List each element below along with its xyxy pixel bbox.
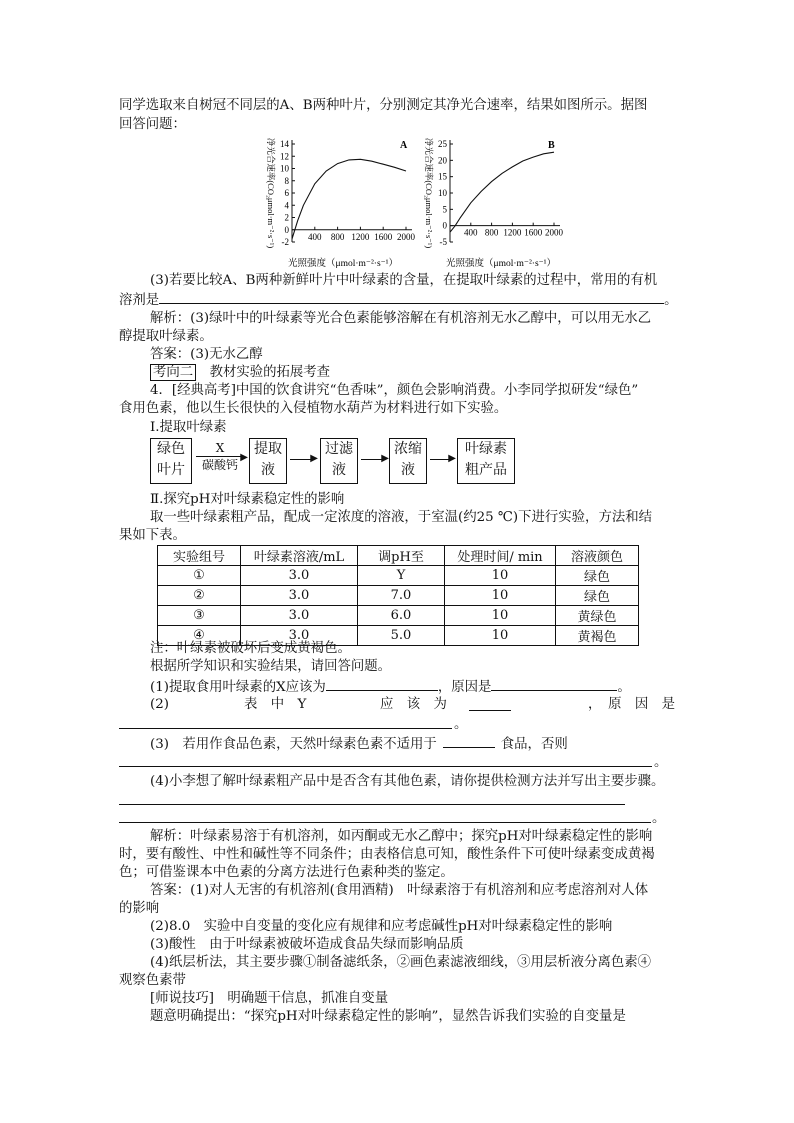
x-tick-label: 1600 (524, 227, 543, 238)
jx2-line-3: 色；可借鉴课本中色素的分离方法进行色素种类的鉴定。 (119, 865, 454, 880)
table-cell: 10 (445, 606, 556, 626)
sub-q4-blank-1[interactable] (119, 791, 625, 805)
table-header: 调pH至 (358, 546, 445, 566)
part-2-text-1: 取一些叶绿素粗产品，配成一定浓度的溶液，于室温(约25 ℃)下进行实验，方法和结 (150, 510, 653, 525)
table-cell: ③ (158, 606, 241, 626)
jx1-line-2: 醇提取叶绿素。 (119, 329, 213, 344)
flow-box-3-line-1: 过滤 (325, 441, 353, 457)
table-cell: 6.0 (358, 606, 445, 626)
y-tick-label: 5 (442, 204, 447, 215)
table-cell: 7.0 (358, 586, 445, 606)
q3-line-2 (119, 290, 678, 310)
chart-a (254, 134, 424, 269)
y-tick-label: 2 (284, 212, 289, 223)
sub-question-3 (150, 734, 568, 754)
table-header: 叶绿素溶液/mL (241, 546, 358, 566)
table-cell: 黄绿色 (556, 606, 639, 626)
table-cell: 3.0 (241, 566, 358, 586)
q3-label: 溶剂是 (119, 293, 160, 308)
answer-1: 答案：(3)无水乙醇 (150, 347, 263, 362)
table-cell: 10 (445, 566, 556, 586)
flow-arrow-2: ▶ (290, 459, 314, 460)
jx1-line-1: 解析：(3)绿叶中的叶绿素等光合色素能够溶解在有机溶剂无水乙醇中，可以用无水乙 (150, 311, 652, 326)
jx2-line-2: 时，要有酸性、中性和碱性等不同条件；由表格信息可知，酸性条件下可使叶绿素变成黄褐 (119, 847, 655, 862)
y-tick-label: 14 (280, 139, 289, 149)
table-cell: 绿色 (556, 566, 639, 586)
y-tick-label: 8 (284, 175, 289, 186)
table-note: 注：叶绿素被破坏后变成黄褐色。 (150, 641, 351, 656)
flow-arrow-4: ▶ (430, 459, 452, 460)
flow-box-3-line-2: 液 (332, 462, 346, 478)
q3-line-1: (3)若要比较A、B两种新鲜叶片中叶绿素的含量，在提取叶绿素的过程中，常用的有机 (150, 273, 658, 288)
section-tag: 考向二 (150, 364, 196, 381)
sub-q3-end: 。 (654, 755, 668, 770)
sub-q4-blank-2[interactable] (119, 809, 651, 823)
chart-title: A (400, 140, 408, 151)
flow-arrow-1 (196, 440, 248, 473)
flow-box-1-line-1: 绿色 (157, 441, 185, 457)
y-tick-label: 12 (280, 151, 289, 162)
y-tick-label: 10 (438, 188, 447, 198)
sub-q1-text: (1)提取食用叶绿素的X应该为 (150, 680, 326, 695)
flow-box-5-line-2: 粗产品 (465, 462, 507, 478)
part-2-text-2: 果如下表。 (119, 528, 186, 543)
ans2-line-2: 的影响 (119, 901, 160, 916)
table-cell: 5.0 (358, 626, 445, 646)
section-title: 教材实验的拓展考查 (209, 365, 331, 380)
q4-line-1: 4．[经典高考]中国的饮食讲究“色香味”，颜色会影响消费。小李同学拟研发“绿色” (150, 383, 639, 398)
table-row (158, 606, 639, 626)
flow-box-1-line-2: 叶片 (157, 462, 185, 478)
y-tick-label: 10 (280, 163, 289, 174)
sub-q2-end: 。 (454, 717, 468, 732)
x-tick-label: 1200 (351, 231, 370, 242)
sub-q3-text-2: 食品，否则 (500, 737, 568, 752)
x-tick-label: 400 (464, 227, 478, 238)
sub-q1-end: 。 (617, 680, 631, 695)
sub-q3-blank-food[interactable] (443, 734, 495, 748)
ans2-line-1: 答案：(1)对人无害的有机溶剂(食用酒精) 叶绿素溶于有机溶剂和应考虑溶剂对人体 (150, 883, 649, 898)
ans2-line-4: (3)酸性 由于叶绿素被破坏造成食品失绿而影响品质 (150, 937, 464, 952)
chart-b (424, 134, 576, 269)
table-cell: 10 (445, 586, 556, 606)
y-tick-label: 0 (284, 224, 289, 235)
sub-q2-blank-y[interactable] (469, 697, 511, 711)
flow-arrow-3: ▶ (361, 459, 385, 460)
x-tick-label: 800 (330, 231, 345, 242)
table-header: 溶液颜色 (556, 546, 639, 566)
table-header: 实验组号 (158, 546, 241, 566)
chart-title: B (548, 140, 555, 151)
tips-line-1: [师说技巧] 明确题干信息，抓准自变量 (150, 991, 389, 1006)
y-axis-label: 净光合速率(CO₂μmol·m⁻²·s⁻¹) (266, 137, 276, 249)
intro-line-2: 回答问题： (119, 117, 186, 132)
x-axis-label: 光照强度（μmol·m⁻²·s⁻¹） (446, 259, 557, 269)
section-heading (150, 364, 330, 382)
y-tick-label: 25 (438, 139, 447, 149)
experiment-table (157, 545, 639, 646)
jx2-line-1: 解析：叶绿素易溶于有机溶剂，如丙酮或无水乙醇中；探究pH对叶绿素稳定性的影响 (150, 829, 653, 844)
sub-question-4: (4)小李想了解叶绿素粗产品中是否含有其他色素，请你提供检测方法并写出主要步骤。 (150, 774, 665, 789)
flow-box-4-line-1: 浓缩 (394, 441, 422, 457)
table-cell: 3.0 (241, 626, 358, 646)
table-header: 处理时间/ min (445, 546, 556, 566)
x-tick-label: 1600 (374, 231, 393, 242)
x-tick-label: 400 (308, 231, 322, 242)
table-row (158, 566, 639, 586)
flow-box-green-leaf (150, 438, 192, 484)
y-tick-label: -5 (439, 237, 447, 247)
table-header-row (158, 546, 639, 566)
part-2-heading: Ⅱ.探究pH对叶绿素稳定性的影响 (150, 492, 345, 507)
flow-box-filter (320, 438, 358, 484)
tips-line-2: 题意明确提出：“探究pH对叶绿素稳定性的影响”，显然告诉我们实验的自变量是 (150, 1009, 626, 1024)
table-cell: ④ (158, 626, 241, 646)
sub-q3-blank-reason[interactable] (119, 753, 652, 767)
flow-box-2-line-1: 提取 (254, 441, 282, 457)
y-tick-label: -2 (281, 237, 289, 247)
series-line (292, 159, 406, 239)
sub-q2-text-2: 应 该 为 (380, 697, 447, 712)
table-cell: 10 (445, 626, 556, 646)
y-tick-label: 6 (284, 188, 289, 198)
x-tick-label: 2000 (545, 227, 563, 238)
ans2-line-6: 观察色素带 (119, 973, 186, 988)
y-axis-label: 净光合速率(CO₂μmol·m⁻²·s⁻¹) (424, 137, 434, 249)
x-tick-label: 2000 (397, 231, 415, 242)
table-cell: ① (158, 566, 241, 586)
question-prompt: 根据所学知识和实验结果，请回答问题。 (150, 659, 392, 674)
flow-box-2-line-2: 液 (261, 462, 275, 478)
q4-line-2: 食用色素，他以生长很快的入侵植物水葫芦为材料进行如下实验。 (119, 401, 508, 416)
part-1-heading: Ⅰ.提取叶绿素 (150, 420, 227, 435)
arrow-line: ▶ (196, 456, 244, 457)
sub-q1-blank-x[interactable] (326, 677, 438, 691)
y-tick-label: 20 (438, 155, 447, 166)
table-cell: 绿色 (556, 586, 639, 606)
table-cell: Y (358, 566, 445, 586)
y-tick-label: 0 (442, 220, 447, 231)
x-tick-label: 800 (484, 227, 499, 238)
sub-q2-text-3: ， 原 因 是 (588, 697, 676, 712)
sub-q1-blank-reason[interactable] (491, 677, 617, 691)
flow-reagent-caco3: 碳酸钙 (201, 458, 238, 472)
q3-end: 。 (664, 293, 678, 308)
y-tick-label: 15 (438, 171, 447, 182)
table-cell: ② (158, 586, 241, 606)
sub-q2-blank-reason[interactable] (119, 715, 452, 729)
table-cell: 3.0 (241, 606, 358, 626)
sub-q4-end: 。 (652, 811, 666, 826)
flow-box-crude-product (457, 438, 515, 484)
sub-q2-label: (2) (150, 697, 169, 712)
sub-q2-text-1: 表 中 Y (244, 697, 307, 712)
flow-box-4-line-2: 液 (401, 462, 415, 478)
table-row (158, 586, 639, 606)
x-axis-label: 光照强度（μmol·m⁻²·s⁻¹） (288, 259, 399, 269)
table-cell: 黄褐色 (556, 626, 639, 646)
table-cell: 3.0 (241, 586, 358, 606)
flow-reagent-x: X (215, 441, 225, 455)
q3-answer-blank[interactable] (159, 290, 664, 304)
flow-box-5-line-1: 叶绿素 (465, 441, 507, 457)
sub-q1-reason-label: ，原因是 (437, 680, 492, 695)
ans2-line-3: (2)8.0 实验中自变量的变化应有规律和应考虑碱性pH对叶绿素稳定性的影响 (150, 919, 613, 934)
ans2-line-5: (4)纸层析法，其主要步骤①制备滤纸条，②画色素滤液细线，③用层析液分离色素④ (150, 955, 652, 970)
intro-line-1: 同学选取来自树冠不同层的A、B两种叶片，分别测定其净光合速率，结果如图所示。据图 (119, 98, 648, 113)
flow-box-concentrate (389, 438, 427, 484)
sub-q3-text: (3) 若用作食品色素，天然叶绿素色素不适用于 (150, 737, 437, 752)
x-tick-label: 1200 (503, 227, 522, 238)
series-line (450, 152, 554, 232)
sub-question-1 (150, 677, 631, 697)
y-tick-label: 4 (284, 200, 289, 211)
flow-box-extract (249, 438, 287, 484)
